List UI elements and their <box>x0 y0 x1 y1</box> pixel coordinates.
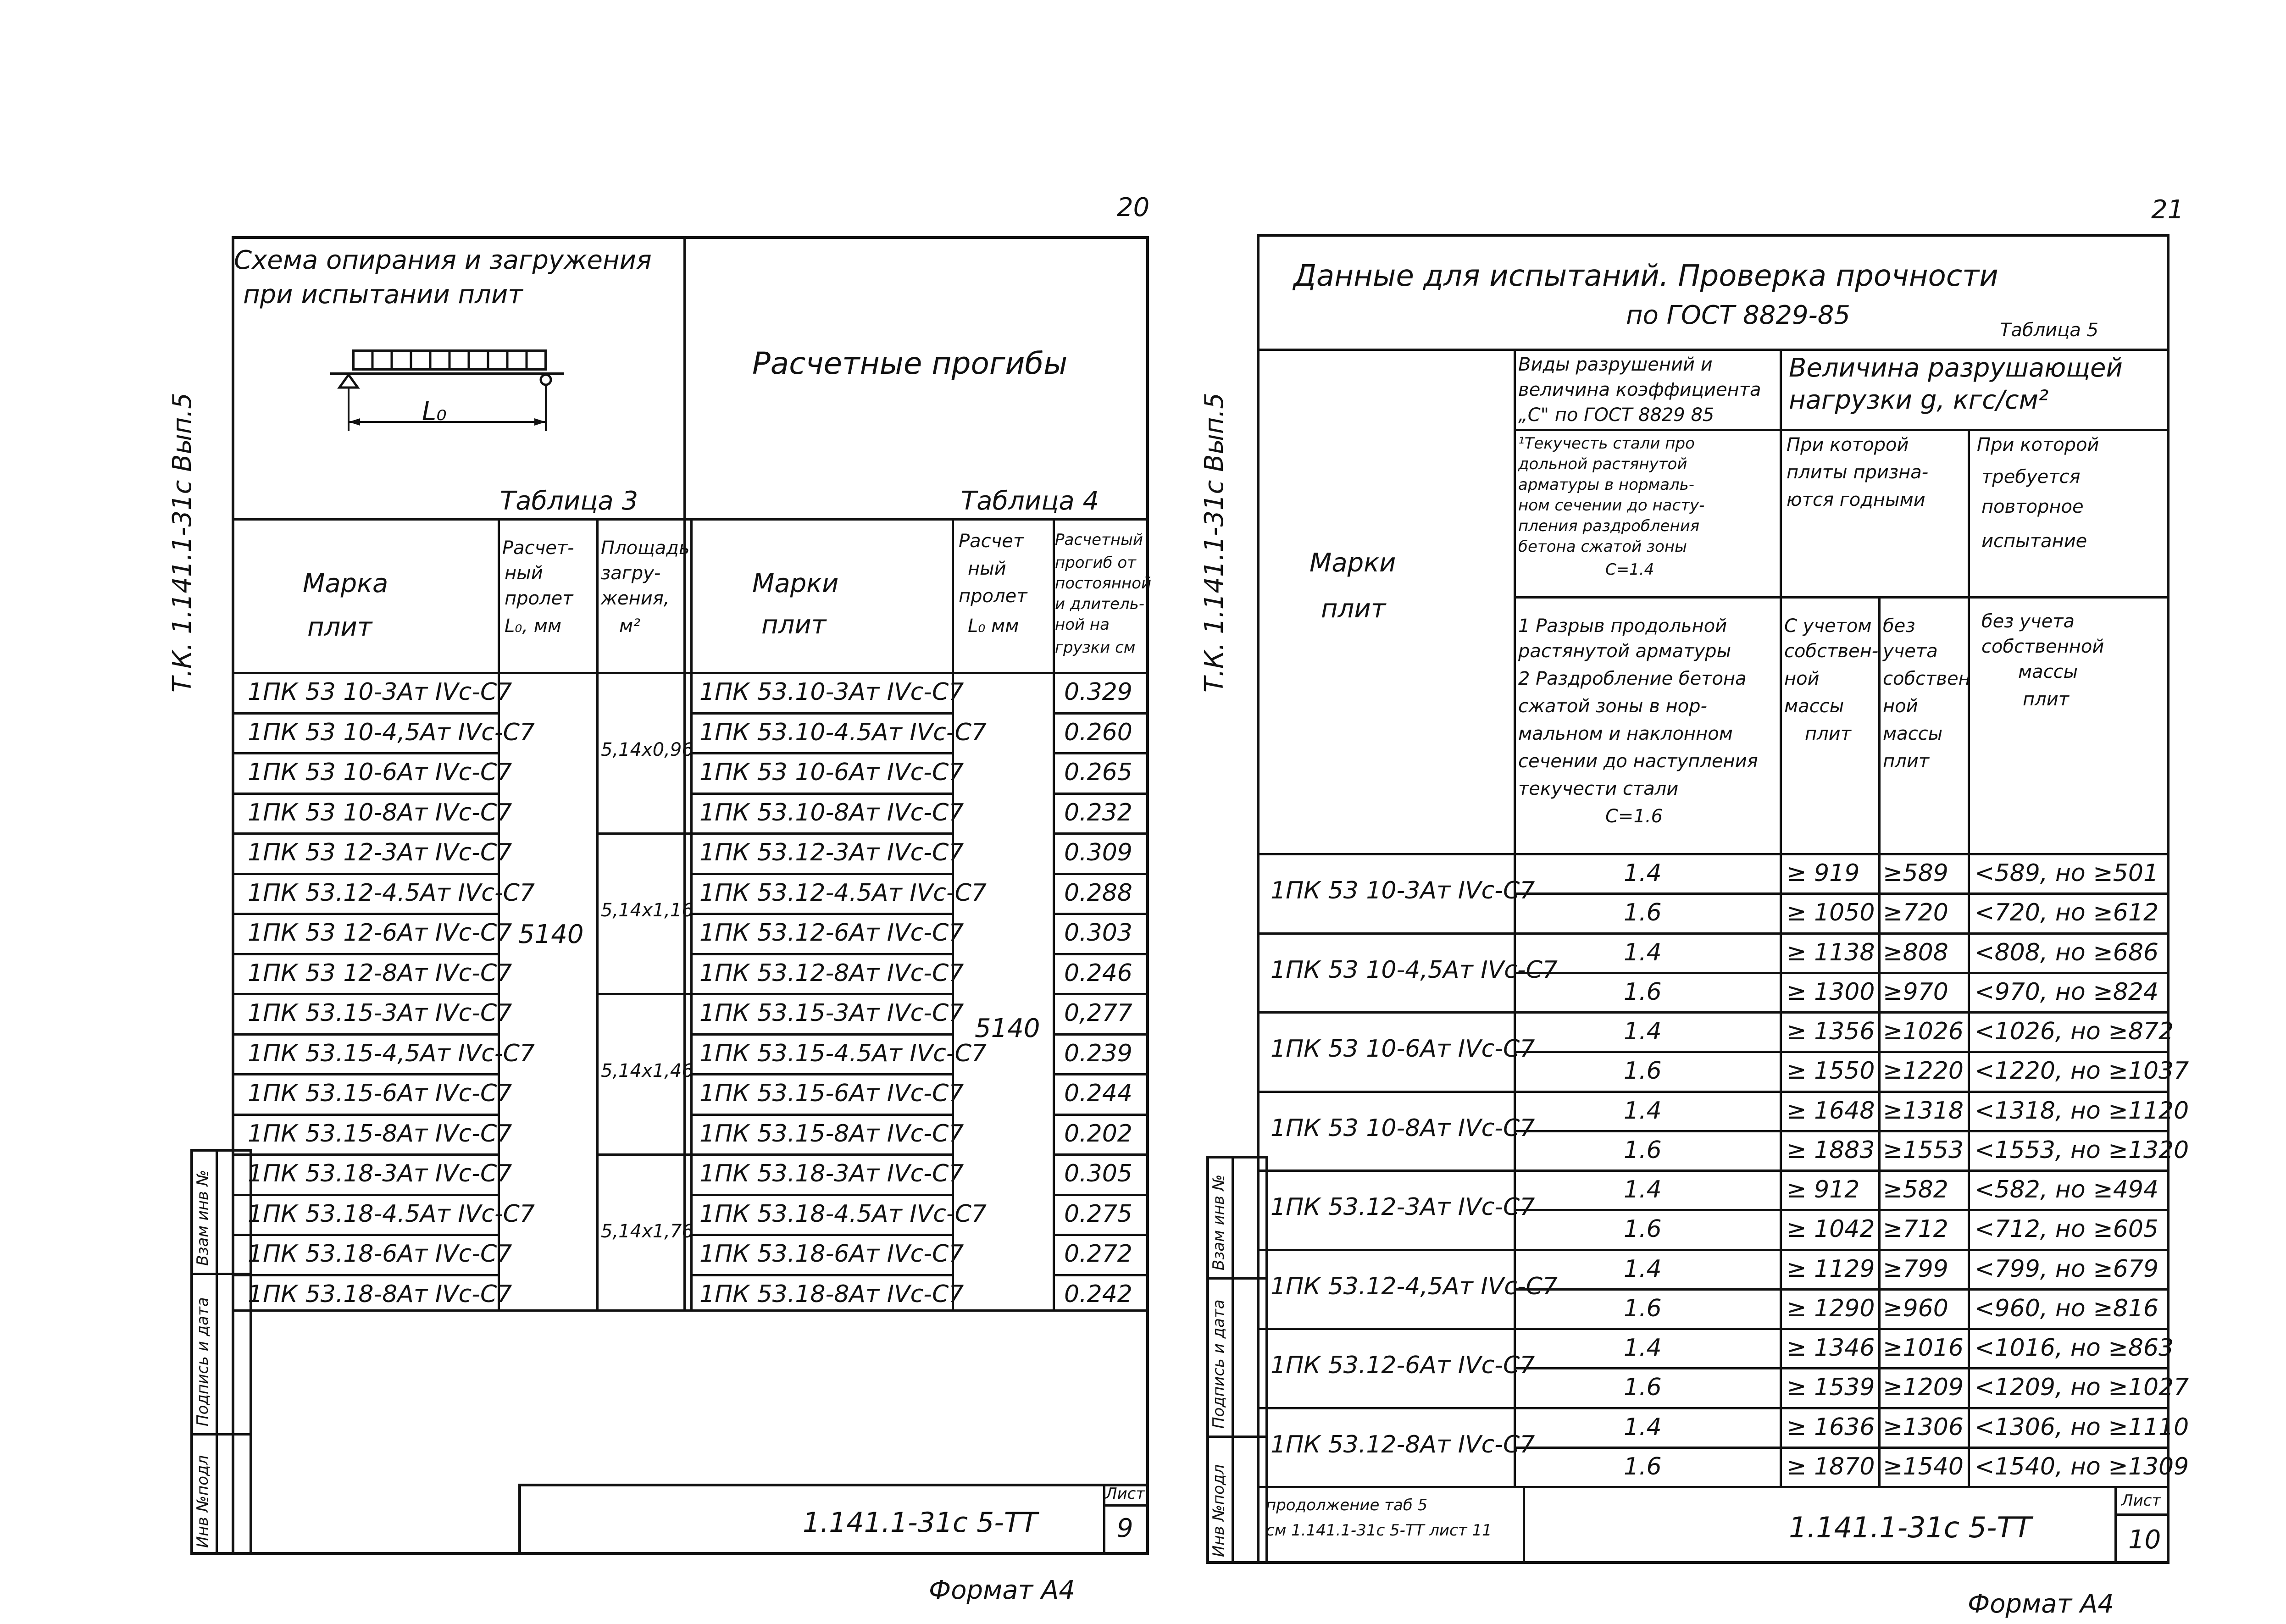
t5-load-without-mass: ≥799 <box>1883 1255 1948 1283</box>
t3-row-mark: 1ПК 53 10-4,5Ат IVс-С7 <box>248 718 535 746</box>
t5-load-with-mass: ≥ 1883 <box>1787 1136 1875 1164</box>
t3-header-mark: Марка <box>303 569 388 599</box>
row-line <box>690 1073 952 1075</box>
t5-coef-c: 1.6 <box>1624 1215 1662 1243</box>
t4-row-deflection: 0.242 <box>1064 1280 1132 1308</box>
row-line <box>596 993 690 995</box>
group-line <box>1257 1407 2169 1409</box>
t4-header-deflection: Расчетный <box>1055 531 1143 549</box>
stamp-code-left: 1.141.1-31с 5-ТТ <box>803 1507 1038 1539</box>
row-line <box>690 1153 952 1156</box>
row-line <box>690 1194 952 1196</box>
row-line <box>1053 1114 1149 1116</box>
row-line <box>232 1194 498 1196</box>
row-line <box>232 993 498 995</box>
t5-load-with-mass: ≥ 1636 <box>1787 1413 1875 1441</box>
t5-group-mark: 1ПК 53 10-3Ат IVс-С7 <box>1271 877 1535 905</box>
t3-row-mark: 1ПК 53.18-8Ат IVс-С7 <box>248 1280 512 1308</box>
span-symbol: L₀ <box>422 397 447 427</box>
row-line <box>1514 1209 2169 1211</box>
t4-row-deflection: 0.275 <box>1064 1200 1132 1228</box>
group-line <box>1257 1249 2169 1251</box>
t3-area-value: 5,14x1,16 <box>601 900 694 921</box>
t5-coef-c: 1.4 <box>1624 1097 1662 1125</box>
t5-load-with-mass: ≥ 1356 <box>1787 1018 1875 1045</box>
t5-load-without-mass: ≥1016 <box>1883 1334 1964 1362</box>
row-line <box>1514 1288 2169 1291</box>
t5-load-with-mass: ≥ 1138 <box>1787 938 1875 966</box>
t4-row-deflection: 0.260 <box>1064 718 1132 746</box>
t5-load-without-mass: ≥1209 <box>1883 1374 1964 1402</box>
t5-header-without-mass: без <box>1883 615 1915 637</box>
side-code-left: Т.К. 1.141.1-31с Вып.5 <box>167 393 197 693</box>
group-line <box>1257 1328 2169 1330</box>
t3-header-span: Расчет- <box>502 538 574 559</box>
sheet-number-left: 9 <box>1117 1513 1133 1543</box>
row-line <box>690 712 952 715</box>
t5-coef-c: 1.4 <box>1624 1334 1662 1362</box>
t3-row-mark: 1ПК 53 12-6Ат IVс-С7 <box>248 919 512 947</box>
t5-load-with-mass: ≥ 1050 <box>1787 899 1875 927</box>
t5-coef-c: 1.4 <box>1624 1176 1662 1203</box>
scheme-subtitle: при испытании плит <box>243 280 523 310</box>
t4-span-value: 5140 <box>975 1014 1040 1043</box>
row-line <box>232 752 498 754</box>
row-line <box>232 1033 498 1036</box>
t4-row-mark: 1ПК 53.15-4.5Ат IVс-С7 <box>699 1039 987 1067</box>
group-line <box>1257 1170 2169 1172</box>
group-line <box>1257 932 2169 935</box>
t5-load-retest: <712, но ≥605 <box>1975 1215 2159 1243</box>
row-line <box>232 832 498 835</box>
row-line <box>1514 1367 2169 1369</box>
t5-load-with-mass: ≥ 1129 <box>1787 1255 1875 1283</box>
table5-label: Таблица 5 <box>2000 320 2099 341</box>
row-line <box>1053 793 1149 795</box>
row-line <box>232 953 498 955</box>
row-line <box>596 832 690 835</box>
t5-load-with-mass: ≥ 1300 <box>1787 978 1875 1006</box>
table4-label: Таблица 4 <box>961 486 1099 516</box>
t4-row-deflection: 0,277 <box>1064 999 1132 1027</box>
row-line <box>232 712 498 715</box>
t5-load-retest: <1306, но ≥1110 <box>1975 1413 2189 1441</box>
t5-coef-c: 1.4 <box>1624 1255 1662 1283</box>
t4-row-mark: 1ПК 53.18-4.5Ат IVс-С7 <box>699 1200 987 1228</box>
t3-row-mark: 1ПК 53.18-6Ат IVс-С7 <box>248 1240 512 1268</box>
t5-coef-c: 1.6 <box>1624 1294 1662 1322</box>
row-line <box>690 993 952 995</box>
row-line <box>1053 1153 1149 1156</box>
row-line <box>1053 1033 1149 1036</box>
t4-row-mark: 1ПК 53.12-3Ат IVс-С7 <box>699 839 964 866</box>
t5-group-mark: 1ПК 53.12-4,5Ат IVс-С7 <box>1271 1272 1558 1300</box>
t4-row-deflection: 0.329 <box>1064 678 1132 706</box>
t5-load-without-mass: ≥582 <box>1883 1176 1948 1203</box>
t3-row-mark: 1ПК 53 10-6Ат IVс-С7 <box>248 759 512 786</box>
row-line <box>1053 712 1149 715</box>
t5-load-with-mass: ≥ 1290 <box>1787 1294 1875 1322</box>
t5-load-retest: <799, но ≥679 <box>1975 1255 2159 1283</box>
t5-load-without-mass: ≥712 <box>1883 1215 1948 1243</box>
t5-load-with-mass: ≥ 1539 <box>1787 1374 1875 1402</box>
t5-coef-c: 1.4 <box>1624 938 1662 966</box>
t4-row-deflection: 0.232 <box>1064 798 1132 826</box>
t4-row-mark: 1ПК 53.18-6Ат IVс-С7 <box>699 1240 964 1268</box>
t5-load-retest: <1209, но ≥1027 <box>1975 1374 2189 1402</box>
row-line <box>1514 1051 2169 1053</box>
t5-header-load: Величина разрушающей <box>1789 353 2123 383</box>
t4-row-mark: 1ПК 53.12-4.5Ат IVс-С7 <box>699 879 987 907</box>
t5-coef-c: 1.4 <box>1624 1018 1662 1045</box>
t5-load-retest: <720, но ≥612 <box>1975 899 2159 927</box>
row-line <box>232 793 498 795</box>
t5-header-acceptable: При которой <box>1787 434 1909 455</box>
t4-row-mark: 1ПК 53.18-8Ат IVс-С7 <box>699 1280 964 1308</box>
stamp-code-right: 1.141.1-31с 5-ТТ <box>1789 1511 2032 1544</box>
row-line <box>1514 972 2169 974</box>
row-line <box>1053 873 1149 875</box>
t4-header-span: Расчет <box>959 531 1024 552</box>
t5-load-retest: <1540, но ≥1309 <box>1975 1452 2189 1480</box>
t5-load-with-mass: ≥ 1346 <box>1787 1334 1875 1362</box>
t4-row-mark: 1ПК 53.12-6Ат IVс-С7 <box>699 919 964 947</box>
row-line <box>232 1153 498 1156</box>
row-line <box>690 873 952 875</box>
t5-load-without-mass: ≥960 <box>1883 1294 1948 1322</box>
scheme-title: Схема опирания и загружения <box>234 245 652 275</box>
row-line <box>1053 1073 1149 1075</box>
t4-row-deflection: 0.265 <box>1064 759 1132 786</box>
row-line <box>1053 832 1149 835</box>
t4-row-deflection: 0.202 <box>1064 1120 1132 1147</box>
page-number-right: 21 <box>2151 195 2184 225</box>
format-left: Формат А4 <box>929 1575 1075 1605</box>
t3-row-mark: 1ПК 53.12-4.5Ат IVс-С7 <box>248 879 535 907</box>
t5-load-with-mass: ≥ 912 <box>1787 1176 1860 1203</box>
sheet-number-right: 10 <box>2128 1525 2161 1555</box>
t3-row-mark: 1ПК 53 12-8Ат IVс-С7 <box>248 959 512 987</box>
row-line <box>1053 1234 1149 1236</box>
group-line <box>1257 1091 2169 1093</box>
t3-row-mark: 1ПК 53.15-8Ат IVс-С7 <box>248 1120 512 1147</box>
t5-load-retest: <808, но ≥686 <box>1975 938 2159 966</box>
row-line <box>690 1234 952 1236</box>
t5-coef-c: 1.6 <box>1624 1452 1662 1480</box>
deflections-title: Расчетные прогибы <box>752 346 1068 381</box>
t5-load-retest: <1026, но ≥872 <box>1975 1018 2174 1045</box>
t4-row-mark: 1ПК 53.15-3Ат IVс-С7 <box>699 999 964 1027</box>
t4-row-mark: 1ПК 53 10-6Ат IVс-С7 <box>699 759 964 786</box>
t5-load-with-mass: ≥ 1042 <box>1787 1215 1875 1243</box>
row-line <box>690 752 952 754</box>
side-code-right: Т.К. 1.141.1-31с Вып.5 <box>1199 393 1229 693</box>
t3-area-value: 5,14x1,46 <box>601 1060 694 1081</box>
t3-area-value: 5,14x0,96 <box>601 739 694 760</box>
t5-load-with-mass: ≥ 919 <box>1787 859 1860 887</box>
t5-coef-c: 1.4 <box>1624 1413 1662 1441</box>
t3-area-value: 5,14x1,76 <box>601 1221 694 1242</box>
t5-header-with-mass: С учетом <box>1784 615 1872 637</box>
row-line <box>232 873 498 875</box>
continuation-note: продолжение таб 5 <box>1266 1496 1428 1514</box>
t5-group-mark: 1ПК 53 10-4,5Ат IVс-С7 <box>1271 956 1558 984</box>
t5-group-mark: 1ПК 53 10-6Ат IVс-С7 <box>1271 1035 1535 1063</box>
group-line <box>1257 1011 2169 1014</box>
t5-coef-c: 1.6 <box>1624 978 1662 1006</box>
row-line <box>232 1073 498 1075</box>
row-line <box>232 913 498 915</box>
t4-row-deflection: 0.272 <box>1064 1240 1132 1268</box>
t4-row-mark: 1ПК 53.15-6Ат IVс-С7 <box>699 1080 964 1107</box>
row-line <box>1053 953 1149 955</box>
row-line <box>596 1153 690 1156</box>
t5-header-rupture: 1 Разрыв продольной <box>1518 615 1727 637</box>
format-right: Формат А4 <box>1968 1589 2114 1619</box>
t3-header-area: Площадь <box>601 538 690 559</box>
right-title: Данные для испытаний. Проверка прочности <box>1293 259 1998 293</box>
table3-label: Таблица 3 <box>500 486 638 516</box>
t5-coef-c: 1.6 <box>1624 899 1662 927</box>
t5-load-retest: <970, но ≥824 <box>1975 978 2159 1006</box>
t5-load-retest: <1220, но ≥1037 <box>1975 1057 2189 1085</box>
t5-group-mark: 1ПК 53.12-6Ат IVс-С7 <box>1271 1352 1535 1380</box>
t5-load-without-mass: ≥1026 <box>1883 1018 1964 1045</box>
row-line <box>1514 1447 2169 1449</box>
t4-row-mark: 1ПК 53.18-3Ат IVс-С7 <box>699 1160 964 1187</box>
t4-row-deflection: 0.303 <box>1064 919 1132 947</box>
t4-row-mark: 1ПК 53.10-4.5Ат IVс-С7 <box>699 718 987 746</box>
t5-load-retest: <1318, но ≥1120 <box>1975 1097 2189 1125</box>
t5-load-retest: <1553, но ≥1320 <box>1975 1136 2189 1164</box>
row-line <box>1053 1194 1149 1196</box>
t3-span-value: 5140 <box>518 920 584 949</box>
t3-row-mark: 1ПК 53 12-3Ат IVс-С7 <box>248 839 512 866</box>
t3-row-mark: 1ПК 53 10-8Ат IVс-С7 <box>248 798 512 826</box>
t4-row-deflection: 0.244 <box>1064 1080 1132 1107</box>
t4-row-deflection: 0.246 <box>1064 959 1132 987</box>
t5-load-without-mass: ≥970 <box>1883 978 1948 1006</box>
t5-load-retest: <589, но ≥501 <box>1975 859 2159 887</box>
row-line <box>690 1114 952 1116</box>
t5-load-with-mass: ≥ 1870 <box>1787 1452 1875 1480</box>
row-line <box>1053 752 1149 754</box>
t4-row-deflection: 0.288 <box>1064 879 1132 907</box>
t4-row-mark: 1ПК 53.15-8Ат IVс-С7 <box>699 1120 964 1147</box>
t3-row-mark: 1ПК 53.18-4.5Ат IVс-С7 <box>248 1200 535 1228</box>
t3-row-mark: 1ПК 53.15-6Ат IVс-С7 <box>248 1080 512 1107</box>
t4-row-mark: 1ПК 53.12-8Ат IVс-С7 <box>699 959 964 987</box>
t3-row-mark: 1ПК 53 10-3Ат IVс-С7 <box>248 678 512 706</box>
row-line <box>690 1274 952 1276</box>
t5-header-steel-yield: ¹Текучесть стали про <box>1518 434 1695 453</box>
t5-group-mark: 1ПК 53 10-8Ат IVс-С7 <box>1271 1114 1535 1142</box>
row-line <box>690 793 952 795</box>
t4-header-mark: Марки <box>752 569 839 599</box>
row-line <box>232 1274 498 1276</box>
row-line <box>1053 913 1149 915</box>
t4-row-deflection: 0.305 <box>1064 1160 1132 1187</box>
t5-header-failure-types: Виды разрушений и <box>1518 354 1713 375</box>
t5-header-retest: При которой <box>1977 434 2099 455</box>
t3-row-mark: 1ПК 53.15-3Ат IVс-С7 <box>248 999 512 1027</box>
t4-row-mark: 1ПК 53.10-3Ат IVс-С7 <box>699 678 964 706</box>
t3-row-mark: 1ПК 53.18-3Ат IVс-С7 <box>248 1160 512 1187</box>
t5-coef-c: 1.4 <box>1624 859 1662 887</box>
row-line <box>690 832 952 835</box>
page-number-left: 20 <box>1117 193 1150 222</box>
t5-load-without-mass: ≥1553 <box>1883 1136 1964 1164</box>
t5-coef-c: 1.6 <box>1624 1374 1662 1402</box>
t5-load-without-mass: ≥1220 <box>1883 1057 1964 1085</box>
loading-scheme-diagram <box>321 339 578 449</box>
t5-load-retest: <1016, но ≥863 <box>1975 1334 2174 1362</box>
row-line <box>690 1033 952 1036</box>
t5-coef-c: 1.6 <box>1624 1057 1662 1085</box>
t5-load-without-mass: ≥1540 <box>1883 1452 1964 1480</box>
t5-header-mark: Марки <box>1309 548 1396 578</box>
row-line <box>232 1234 498 1236</box>
t4-row-deflection: 0.239 <box>1064 1039 1132 1067</box>
t5-load-without-mass: ≥808 <box>1883 938 1948 966</box>
t5-group-mark: 1ПК 53.12-3Ат IVс-С7 <box>1271 1193 1535 1221</box>
row-line <box>1053 1274 1149 1276</box>
t5-coef-c: 1.6 <box>1624 1136 1662 1164</box>
t5-load-without-mass: ≥1318 <box>1883 1097 1964 1125</box>
row-line <box>1514 1130 2169 1132</box>
t3-row-mark: 1ПК 53.15-4,5Ат IVс-С7 <box>248 1039 535 1067</box>
t4-row-mark: 1ПК 53.10-8Ат IVс-С7 <box>699 798 964 826</box>
t5-load-without-mass: ≥1306 <box>1883 1413 1964 1441</box>
t5-load-with-mass: ≥ 1550 <box>1787 1057 1875 1085</box>
t5-group-mark: 1ПК 53.12-8Ат IVс-С7 <box>1271 1430 1535 1458</box>
t5-load-without-mass: ≥720 <box>1883 899 1948 927</box>
t5-load-without-mass: ≥589 <box>1883 859 1948 887</box>
row-line <box>1053 993 1149 995</box>
row-line <box>1514 892 2169 895</box>
t5-load-with-mass: ≥ 1648 <box>1787 1097 1875 1125</box>
t5-load-retest: <960, но ≥816 <box>1975 1294 2159 1322</box>
t5-header-without-mass-2: без учета <box>1981 611 2075 632</box>
row-line <box>232 1114 498 1116</box>
row-line <box>690 913 952 915</box>
t5-load-retest: <582, но ≥494 <box>1975 1176 2159 1203</box>
t4-row-deflection: 0.309 <box>1064 839 1132 866</box>
row-line <box>690 953 952 955</box>
